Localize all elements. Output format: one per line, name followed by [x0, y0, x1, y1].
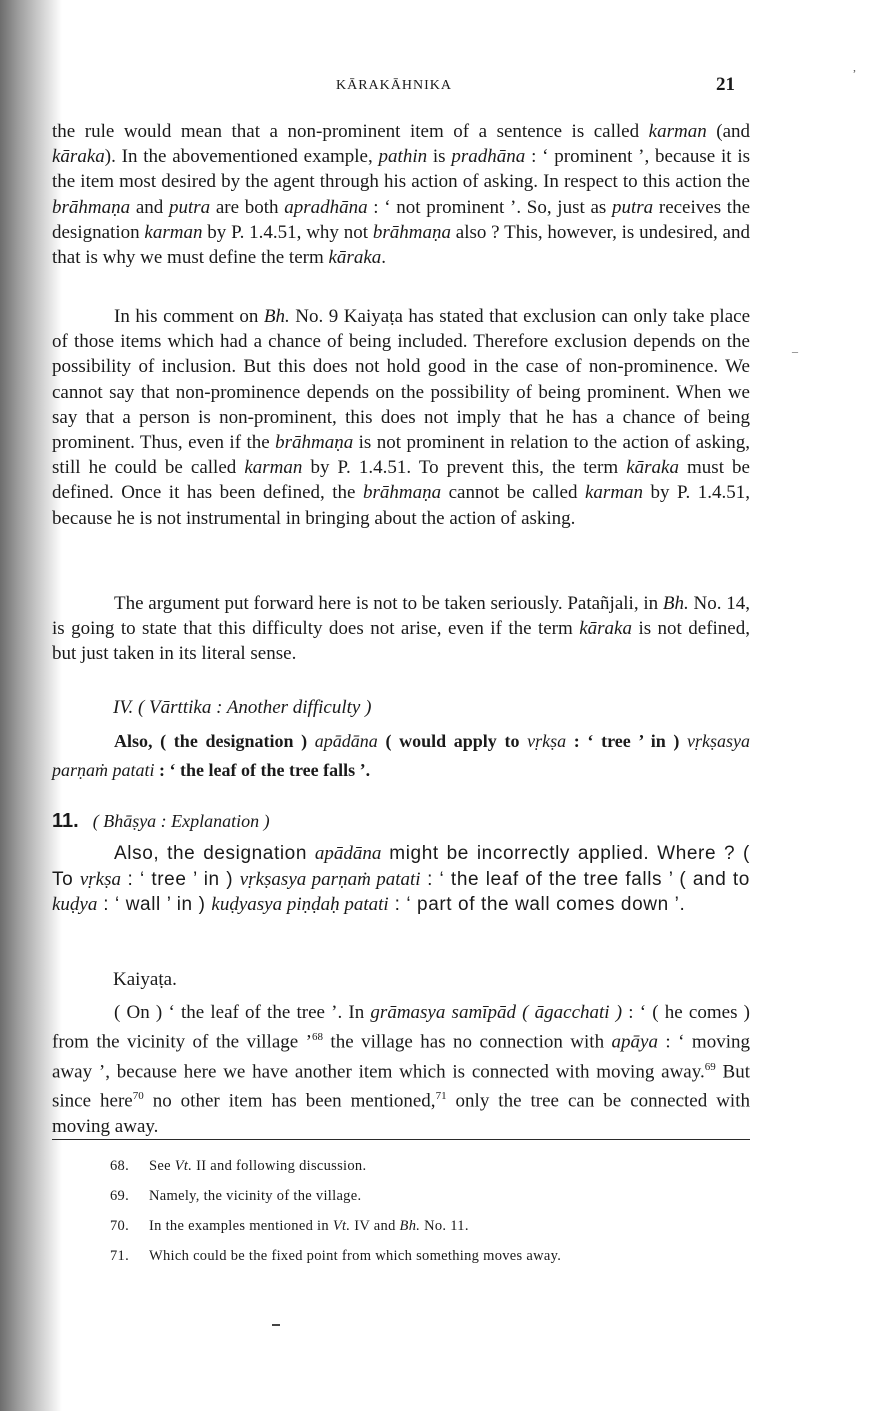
- footnote-71: 71. Which could be the fixed point from which something moves away.: [110, 1248, 562, 1264]
- paragraph-3: The argument put forward here is not to be taken seriously. Patañjali, in Bh. No. 14, is going to state that this difficulty does not arise, even if the term kāraka is not defined, but just taken in its literal sense.: [52, 593, 750, 665]
- footnote-divider: [52, 1139, 750, 1140]
- footnote-68: 68. See Vt. II and following discussion.: [110, 1158, 367, 1174]
- paragraph-1: the rule would mean that a non-prominent item of a sentence is called karman (and kāraka). In the abovementioned example, pathin is pradhāna : ‘ prominent ’, because it is the item most desired by the agent through his action of asking. In respect to this action the brāhmaṇa and putra are both apradhāna : ‘ not prominent ’. So, just as putra receives the designation karman by P. 1.4.51, why not brāhmaṇa also ? This, however, is undesired, and that is why we must define the term kāraka.: [52, 121, 750, 269]
- page-header: [0, 76, 882, 98]
- bhasya-text: Also, the designation apādāna might be incorrectly applied. Where ? ( To vṛkṣa : ‘ tree ’ in ) vṛkṣasya parṇaṁ patati : ‘ the leaf of the tree falls ’ ( and to kuḍya : ‘ wall ’ in ) kuḍyasya piṇḍaḥ patati : ‘ part of the wall comes down ’.: [52, 843, 750, 915]
- kaiyata-text: ( On ) ‘ the leaf of the tree ’. In grāmasya samīpād ( āgacchati ) : ‘ ( he comes ) from the vicinity of the village ’$^{68}$ the village has no connection with apāya : ‘ moving away ’, because here we have another item which is connected with moving away.$^{69}$ But since here$^{70}$ no other item has been mentioned,$^{71}$ only the tree can be connected with moving away.: [52, 1002, 751, 1137]
- section-number: 11.: [52, 810, 79, 832]
- section-11-heading: [52, 810, 270, 833]
- stray-mark: [272, 1324, 280, 1326]
- vartika-heading: IV. ( Vārttika : Another difficulty ): [113, 697, 372, 718]
- stray-mark-margin: _: [792, 340, 798, 354]
- vartika-text: Also, ( the designation ) apādāna ( would apply to vṛkṣa : ‘ tree ’ in ) vṛkṣasya parṇaṁ patati : ‘ the leaf of the tree falls ’.: [52, 731, 750, 780]
- stray-mark-top: ,: [853, 60, 856, 74]
- kaiyata-heading: Kaiyaṭa.: [113, 969, 177, 990]
- paragraph-2: In his comment on Bh. No. 9 Kaiyaṭa has stated that exclusion can only take place of those items which had a chance of being included. Therefore exclusion depends on the possibility of inclusion. But this does not hold good in the case of non-prominence. We cannot say that non-prominence depends on the possibility of being prominent. When we say that a person is non-prominent, this does not imply that he has a chance of being prominent. Thus, even if the brāhmaṇa is not prominent in relation to the action of asking, still he could be called karman by P. 1.4.51. To prevent this, the term kāraka must be defined. Once it has been defined, the brāhmaṇa cannot be called karman by P. 1.4.51, because he is not instrumental in bringing about the action of asking.: [52, 306, 751, 529]
- section-title: ( Bhāṣya : Explanation ): [92, 811, 270, 831]
- running-title: KĀRAKĀHNIKA: [336, 78, 452, 93]
- footnote-69: 69. Namely, the vicinity of the village.: [110, 1188, 362, 1204]
- page-number: 21: [716, 74, 735, 95]
- footnote-70: 70. In the examples mentioned in Vt. IV and Bh. No. 11.: [110, 1218, 469, 1234]
